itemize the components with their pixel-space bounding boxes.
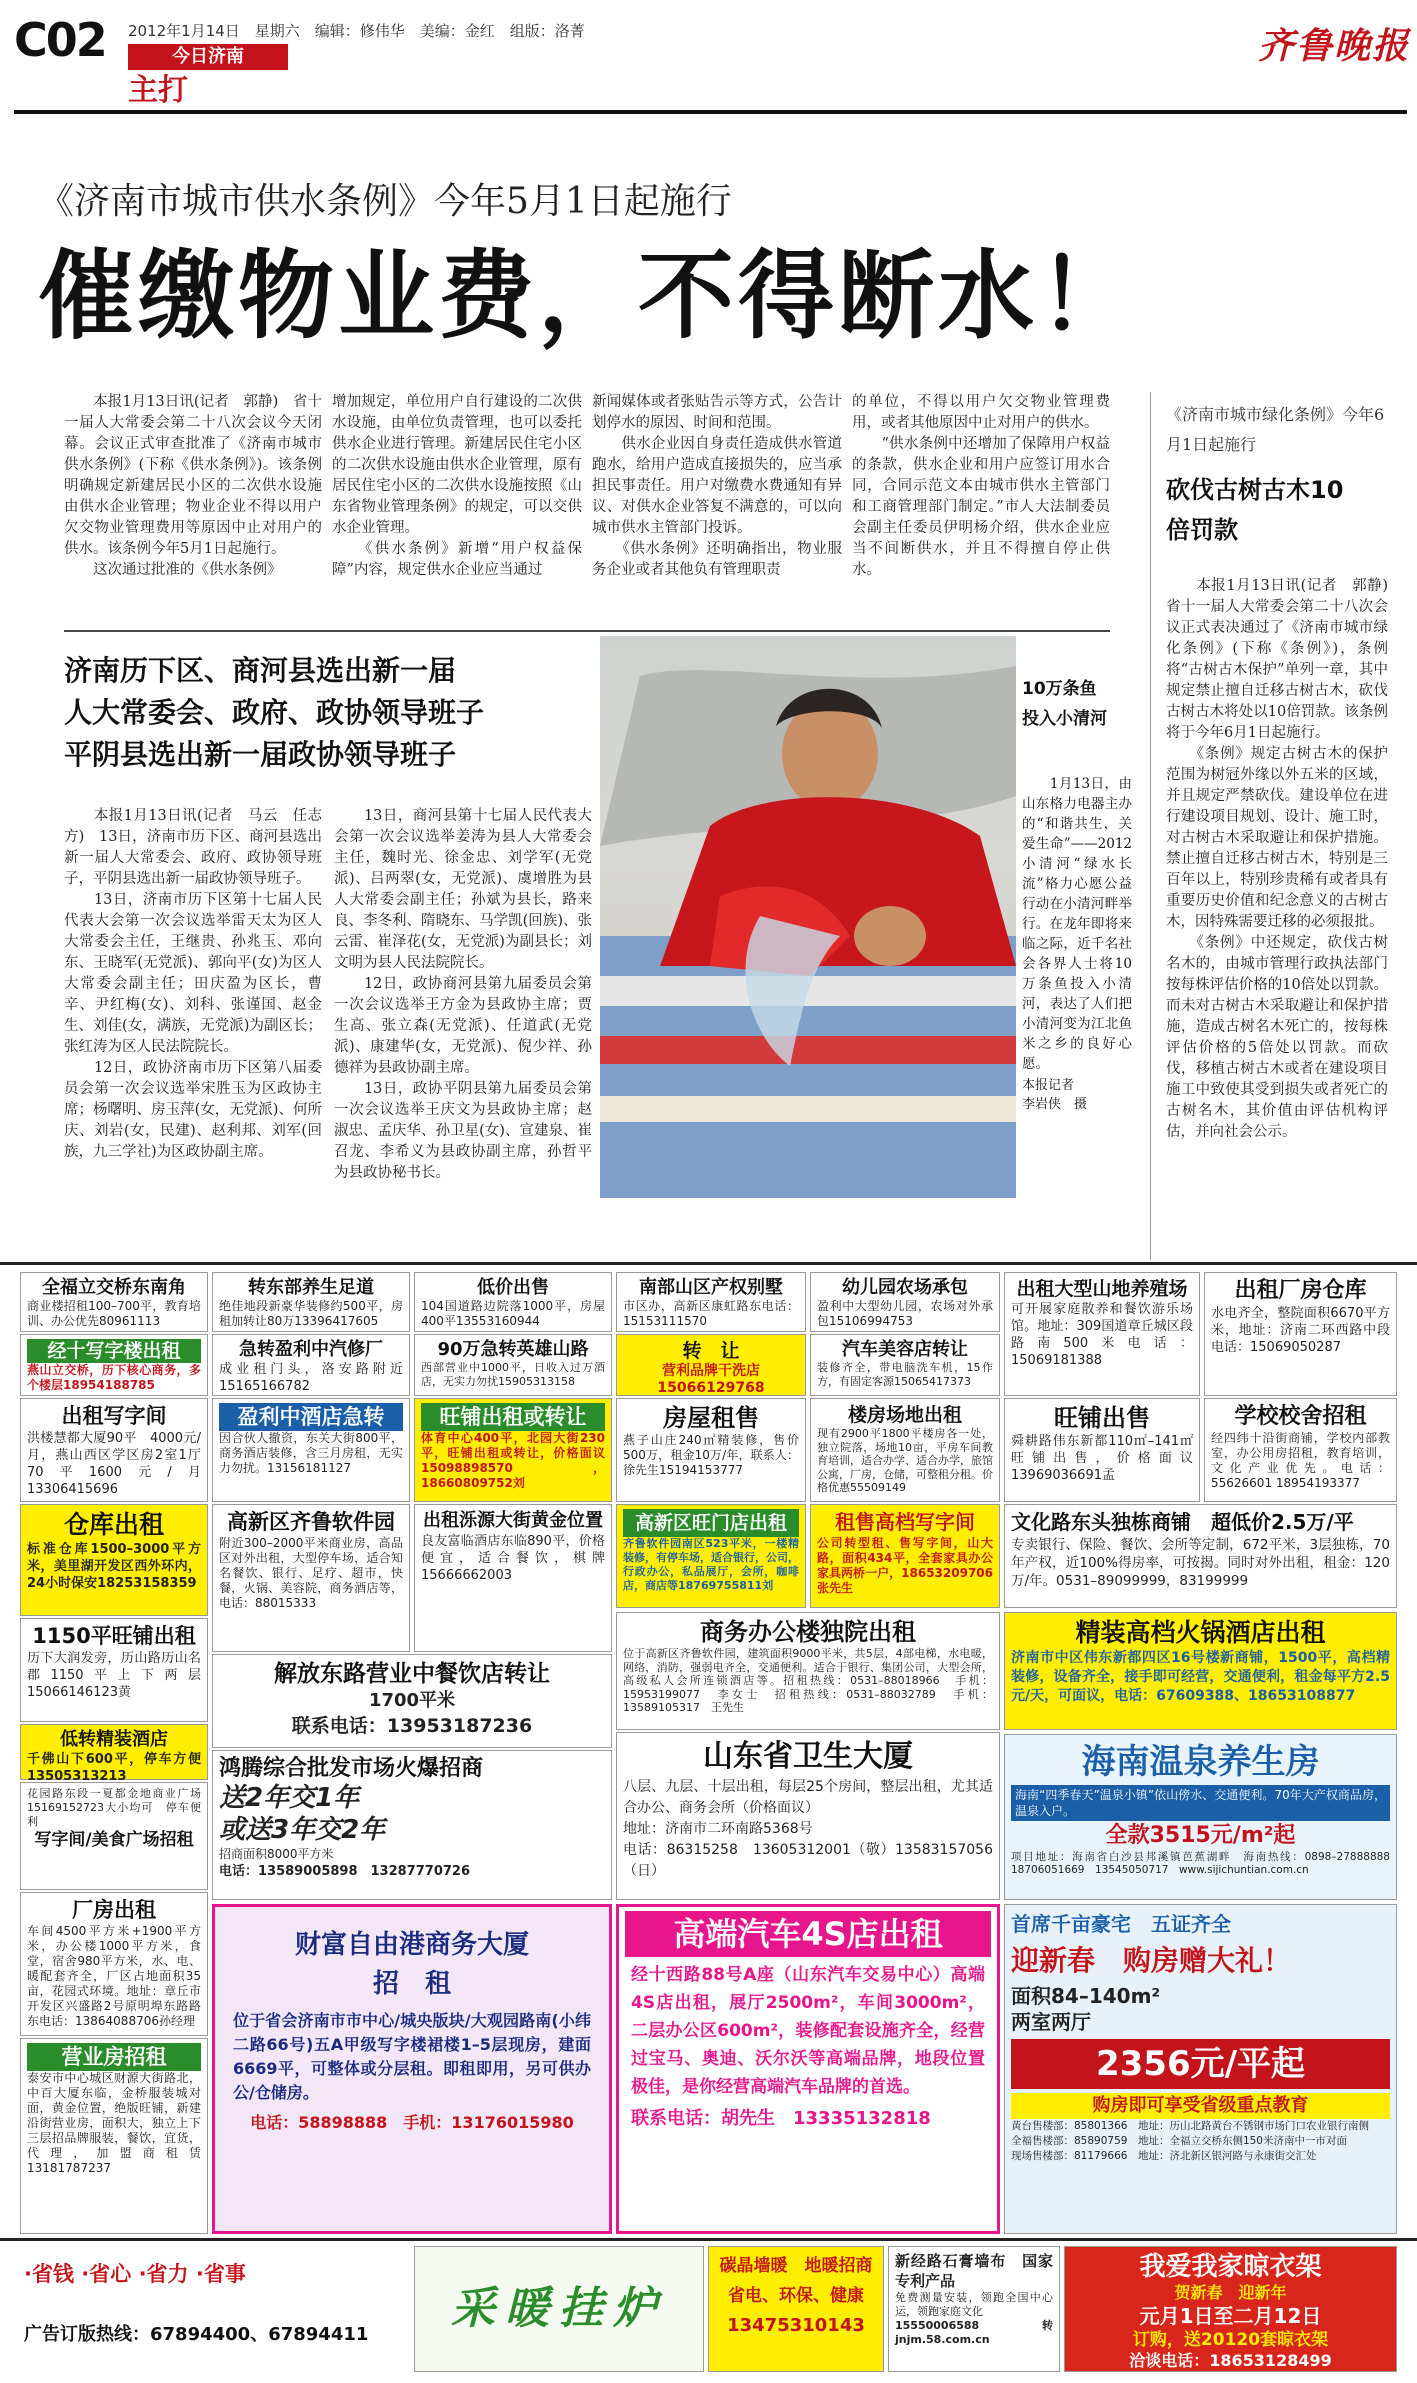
ad-e4: 学校校舍招租 经四纬十沿街商铺，学校内部教室，办公用房招租，教育培训，文化产业优先。电话：55626601 18954193377 xyxy=(1204,1398,1397,1502)
ad-f2: 鸿腾综合批发市场火爆招商 送2年交1年 或送3年交2年 招商面积8000平方米 电话：13589005898 13287770726 xyxy=(212,1750,612,1900)
ad-g1: 海南温泉养生房 海南“四季春天”温泉小镇”依山傍水、交通便利。70年大产权商品房，温泉入户。 全款3515元/m²起 项目地址：海南省白沙县邦溪镇芭蕉湖畔 海南热线：0898–27888888 18706051669 13545050717 www.sijichuntian.com.cn xyxy=(1004,1734,1397,1900)
ad-b2: 急转盈利中汽修厂 成业租门头，洛安路附近15165166782 xyxy=(212,1334,410,1396)
ad-a1: 全福立交桥东南角 商业楼招租100–700平，教育培训、办公优先80961113 xyxy=(20,1272,208,1332)
date-line: 2012年1月14日 星期六 编辑：修伟华 美编：金红 组版：洛菁 xyxy=(128,22,585,40)
ad-f5: 精装高档火锅酒店出租 济南市中区伟东新都四区16号楼新商铺，1500平，高档精装修，设备齐全，接手即可经营，交通便利，租金每平方2.5元/天，可面议，电话：67609388、18653108877 xyxy=(1004,1612,1397,1730)
ad-a2: 经十写字楼出租 燕山立交桥，历下核心商务，多个楼层18954188785 xyxy=(20,1334,208,1396)
ad-c4: 高新区旺门店出租 齐鲁软件园南区523平米，一楼精装修，有停车场，适合银行，公司，行政办公，私品展厅，会所，咖啡店，商店等18769755811刘 xyxy=(616,1504,806,1608)
ad-heat: 采暖挂炉 xyxy=(414,2246,704,2372)
ad-d2: 汽车美容店转让 装修齐全，带电脑洗车机，15作方，有固定客源15065417373 xyxy=(810,1334,1000,1396)
ad-a3: 出租写字间 洪楼慧都大厦90平 4000元/月，燕山西区学区房2室1厅70平1600元/月13306415696 xyxy=(20,1398,208,1502)
photo-illustration xyxy=(600,636,1016,1198)
second-headline-line-1: 济南历下区、商河县选出新一届 xyxy=(64,654,457,687)
ad-c3: 房屋租售 燕子山庄240㎡精装修，售价500万，租金10万/年，联系人：徐先生15194153777 xyxy=(616,1398,806,1502)
ad-b3: 盈利中酒店急转 因合伙人撤资，东关大街800平，商务酒店装修，含三月房租，无实力勿扰。13156181127 xyxy=(212,1398,410,1502)
side-body: 本报1月13日讯(记者 郭静) 省十一届人大常委会第二十八次会议正式表决通过了《济南市城市绿化条例》(下称《条例》)，条例将“古树古木保护”单列一章，其中规定禁止擅自迁移古树古木，砍伐古树古木将处以10倍罚款。该条例将于今年6月1日起施行。 《条例》规定古树古木的保护范围为树冠外缘以外五米的区域，并且规定严禁砍伐。建设单位在进行建设项目规划、设计、施工时，对古树古木采取避让和保护措施。禁止擅自迁移古树古木，特别是三百年以上，特别珍贵稀有或者具有重要历史价值和纪念意义的古树古木，因特殊需要迁移的必须报批。 《条例》中还规定，砍伐古树名木的，由城市管理行政执法部门按每株评估价格的10倍处以罚款。而未对古树古木采取避让和保护措施，造成古树名木死亡的，按每株评估价格的5倍处以罚款。而砍伐，移植古树古木或者在建设项目施工中致使其受到损失或者死亡的古树名木，其价值由评估机构评估，并向社会公示。 xyxy=(1166,578,1388,1140)
ad-e3: 出租厂房仓库 水电齐全，整院面积6670平方米，地址：济南二环西路中段电话：15069050287 xyxy=(1204,1272,1397,1396)
ads-top-rule xyxy=(0,1262,1417,1265)
ad-floor-heat: 碳晶墙暖 地暖招商 省电、环保、健康 13475310143 xyxy=(708,2246,884,2372)
news-photo xyxy=(600,636,1016,1198)
second-headline xyxy=(64,650,604,776)
side-headline: 砍伐古树古木10倍罚款 xyxy=(1166,476,1344,544)
second-column-1: 本报1月13日讯(记者 马云 任志方) 13日，济南市历下区、商河县选出新一届人大常委会、政府、政协领导班子，平阴县选出新一届政协领导班子。 13日，济南市历下区第十七届人民代表大会第一次会议选举雷天太为区人大常委会主任，王继贵、孙兆玉、邓向东、王晓军(无党派)、郭向平(女)为区人大常委会副主任；田庆盈为区长，曹辛、尹红梅(女)、刘科、张谨国、赵金生、刘佳(女，满族，无党派)为副区长；张红涛为区人民法院院长。 12日，政协济南市历下区第八届委员会第一次会议选举宋胜玉为区政协主席；杨曙明、房玉萍(女，无党派)、何所庆、刘岩(女，民建)、赵利邦、刘军(回族，九三学社)为区政协副主席。 xyxy=(64,808,322,1160)
ad-a4: 仓库出租 标准仓库1500–3000平方米，美里湖开发区西外环内，24小时保安18253158359 xyxy=(20,1504,208,1616)
ad-f1: 解放东路营业中餐饮店转让 1700平米 联系电话：13953187236 xyxy=(212,1654,612,1748)
ad-a9: 营业房招租 泰安市中心城区财源大街路北，中百大厦东临，金桥服装城对面，黄金位置，绝版旺铺，新建沿街营业房，面积大，独立上下三层招品牌服装，餐饮，宜货，代理，加盟商租赁13181787237 xyxy=(20,2038,208,2234)
second-column-2: 13日，商河县第十七届人民代表大会第一次会议选举姜涛为县人大常委会主任，魏时光、徐金忠、刘学军(无党派)、吕两翠(女，无党派)、虞增胜为县人大常委会副主任；孙斌为县长，路来良、李冬利、隋晓东、马学凯(回族)、张云雷、崔泽花(女，无党派)为副县长；刘文明为县人民法院院长。 12日，政协商河县第九届委员会第一次会议选举王方金为县政协主席；贾生高、张立森(无党派)、任道武(无党派)、康建华(女，无党派)、倪少祥、孙德祥为县政协副主席。 13日，政协平阴县第九届委员会第一次会议选举王庆文为县政协主席；赵淑忠、孟庆华、孙卫星(女)、宣建泉、崔召龙、李希义为县政协副主席，孙哲平为县政协秘书长。 xyxy=(334,808,592,1181)
ad-f4: 山东省卫生大厦 八层、九层、十层出租，每层25个房间，整层出租，尤其适合办公、商务会所（价格面议） 地址：济南市二环南路5368号 电话：86315258 13605312001（敬）13583157056（日） xyxy=(616,1732,1000,1900)
ad-f3: 商务办公楼独院出租 位于高新区齐鲁软件园，建筑面积9000平米，共5层，4部电梯，水电暖，网络，消防，强弱电齐全，交通便利。适合于银行、集团公司，大型会所，高级私人会所连锁酒店等。招租热线：0531–88018966 手机：15953199077 李女士 招租热线：0531–88032789 手机：13589105317 王先生 xyxy=(616,1612,1000,1730)
ad-e1: 出租大型山地养殖场 可开展家庭散养和餐饮游乐场馆。地址：309国道章丘城区段路南500米电话：15069181388 xyxy=(1004,1272,1200,1396)
footer-hotline: 广告订版热线：67894400、67894411 xyxy=(24,2324,369,2345)
ad-f7: 高端汽车4S店出租 经十西路88号A座（山东汽车交易中心）高端4S店出租，展厅2500m²，车间3000m²，二层办公区600m²，装修配套设施齐全，经营过宝马、奥迪、沃尔沃等高端品牌，地段位置极佳，是你经营高端汽车品牌的首选。 联系电话：胡先生 13335132818 xyxy=(616,1904,1000,2234)
ad-a7: 花园路东段一夏都金地商业广场15169152723大小均可 停车便利 写字间/美食广场招租 xyxy=(20,1782,208,1890)
ad-c2: 转 让 营利品牌干洗店15066129768 xyxy=(616,1334,806,1396)
ad-a8: 厂房出租 车间4500平方米+1900平方米，办公楼1000平方米，食堂，宿舍980平方米，水、电、暖配套齐全，厂区占地面积35亩，花园式环境。地址：章丘市开发区兴盛路2号原明埠东路路东电话：13864088706孙经理 xyxy=(20,1892,208,2036)
footer-slogan: ·省钱 ·省心 ·省力 ·省事 xyxy=(24,2262,246,2286)
side-kicker: 《济南市城市绿化条例》今年6月1日起施行 xyxy=(1166,405,1385,454)
ad-g2: 首席千亩豪宅 五证齐全 迎新春 购房赠大礼！ 面积84–140m² 两室两厅 2356元/平起 购房即可享受省级重点教育 黄台售楼部：85801366 地址：历山北路黄台不锈钢市场门口农业银行南侧 全福售楼部：85890759 地址：全福立交桥东侧150米济南中一市对面 现场售楼部：81179666 地址：济北新区银河路与永康街交汇处 xyxy=(1004,1904,1397,2234)
ad-a6: 低转精装酒店 千佛山下600平，停车方便13505313213 xyxy=(20,1724,208,1780)
ad-f6: 财富自由港商务大厦 招 租 位于省会济南市市中心/城央版块/大观园路南(小纬二路66号)五A甲级写字楼裙楼1–5层现房，建面6669平，可整体或分层租。即租即用，另可供办公/仓储房。 电话：58898888 手机：13176015980 xyxy=(212,1904,612,2234)
masthead-rule xyxy=(14,110,1407,114)
ad-b6: 90万急转英雄山路 西部营业中1000平，日收入过万酒店，无实力勿扰15905313158 xyxy=(414,1334,612,1396)
brand-logo: 齐鲁晚报 xyxy=(1258,25,1411,67)
section-label: 今日济南 xyxy=(128,44,288,70)
ad-clothes-rack: 我爱我家晾衣架 贺新春 迎新年 元月1日至二月12日 订购，送20120套晾衣架 洽谈电话：18653128499 xyxy=(1064,2246,1397,2372)
ad-c1: 南部山区产权别墅 市区办，高新区康虹路东电话：15153111570 xyxy=(616,1272,806,1332)
side-rule xyxy=(1150,392,1151,1260)
ad-b4: 高新区齐鲁软件园 附近300–2000平米商业房，高品区对外出租，大型停车场，适合知名餐饮、银行、足疗、超市，快餐，火锅、美容院，商务酒店等，电话：88015333 xyxy=(212,1504,410,1652)
photo-caption-box xyxy=(1016,636,1136,1198)
ad-d1: 幼儿园农场承包 盈利中大型幼儿园，农场对外承包15106994753 xyxy=(810,1272,1000,1332)
footer-rule xyxy=(0,2238,1417,2241)
photo-title-line-1: 10万条鱼 xyxy=(1022,679,1097,699)
ad-b1: 转东部养生足道 绝佳地段新豪华装修约500平，房租加转让80万13396417605 xyxy=(212,1272,410,1332)
ad-b5: 低价出售 104国道路边院落1000平，房屋400平13553160944 xyxy=(414,1272,612,1332)
photo-title-line-2: 投入小清河 xyxy=(1022,709,1107,729)
photo-credit: 本报记者 李岩侠 摄 xyxy=(1022,1078,1088,1112)
lead-kicker: 《济南市城市供水条例》今年5月1日起施行 xyxy=(38,181,732,222)
second-headline-line-3: 平阴县选出新一届政协领导班子 xyxy=(64,738,457,771)
ad-b7: 旺铺出租或转让 体育中心400平，北园大街230平，旺铺出租或转让，价格面议15098898570，18660809752刘 xyxy=(414,1398,612,1502)
ad-a5: 1150平旺铺出租 历下大润发旁，历山路历山名郡1150平上下两层15066146123黄 xyxy=(20,1618,208,1722)
second-headline-line-2: 人大常委会、政府、政协领导班子 xyxy=(64,696,485,729)
lead-column-3: 新闻媒体或者张贴告示等方式，公告计划停水的原因、时间和范围。 供水企业因自身责任造成供水管道跑水，给用户造成直接损失的，应当承担民事责任。用户对缴费水费通知有异议、对供水企业答复不满意的，可以向城市供水主管部门投诉。 《供水条例》还明确指出，物业服务企业或者其他负有管理职责 xyxy=(592,394,842,578)
lead-column-4: 的单位，不得以用户欠交物业管理费用，或者其他原因中止对用户的供水。 “供水条例中还增加了保障用户权益的条款，供水企业和用户应签订用水合同，合同示范文本由城市供水主管部门和工商管理部门制定。”市人大法制委员会副主任委员伊明杨介绍，供水企业应当不间断供水，并且不得擅自停止供水。 xyxy=(852,394,1110,578)
column-label: 主打 xyxy=(128,73,188,108)
ad-e2: 旺铺出售 舜耕路伟东新都110㎡–141㎡旺铺出售，价格面议13969036691孟 xyxy=(1004,1398,1200,1502)
ad-e5: 文化路东头独栋商铺 超低价2.5万/平 专卖银行、保险、餐饮、会所等定制，672平米，3层独栋，70年产权，近100%得房率，可按揭。同时对外出租，租金：120万/年。0531–89099999，83199999 xyxy=(1004,1504,1397,1608)
ad-d3: 楼房场地出租 现有2900平1800平楼房各一处，独立院落，场地10亩，平房车间教育培训，适合办学、适合办学，旅馆公寓，厂房，仓储，可整租分租。价格优惠55509149 xyxy=(810,1398,1000,1502)
lead-headline: 催缴物业费，不得断水！ xyxy=(38,240,1138,352)
ad-b8: 出租泺源大街黄金位置 良友富临酒店东临890平，价格便宜，适合餐饮，棋牌15666662003 xyxy=(414,1504,612,1652)
masthead xyxy=(0,0,1417,110)
lead-column-1: 本报1月13日讯(记者 郭静) 省十一届人大常委会第二十八次会议今天闭幕。会议正式审查批准了《济南市城市供水条例》(下称《供水条例》)。该条例明确规定新建居民小区的二次供水设施由供水企业管理；物业企业不得以用户欠交物业管理费用等原因中止对用户的供水。该条例今年5月1日起施行。 这次通过批准的《供水条例》 xyxy=(64,394,322,578)
page-number: C02 xyxy=(14,13,106,67)
section-rule xyxy=(64,630,1110,632)
photo-caption: 1月13日，由山东格力电器主办的“和谐共生，关爱生命”——2012小清河“绿水长流”格力心愿公益行动在小清河畔举行。在龙年即将来临之际，近千名社会各界人士将10万条鱼投入小清河，表达了人们把小清河变为江北鱼米之乡的良好心愿。 xyxy=(1022,776,1132,1072)
lead-column-2: 增加规定，单位用户自行建设的二次供水设施，由单位负责管理，也可以委托供水企业进行管理。新建居民住宅小区的二次供水设施由供水企业管理，原有居民住宅小区的二次供水设施按照《山东省物业管理条例》的规定，可以交供水企业管理。 《供水条例》新增“用户权益保障”内容，规定供水企业应当通过 xyxy=(332,394,582,578)
ad-gypsum: 新经路石膏墙布 国家专利产品 免费测量安装，领跑全国中心运，领跑家庭文化 15550006588转jnjm.58.com.cn xyxy=(888,2246,1060,2372)
ad-d4: 租售高档写字间 公司转型租、售写字间，山大路，面积434平，全套家具办公家具两桥一户，18653209706张先生 xyxy=(810,1504,1000,1608)
